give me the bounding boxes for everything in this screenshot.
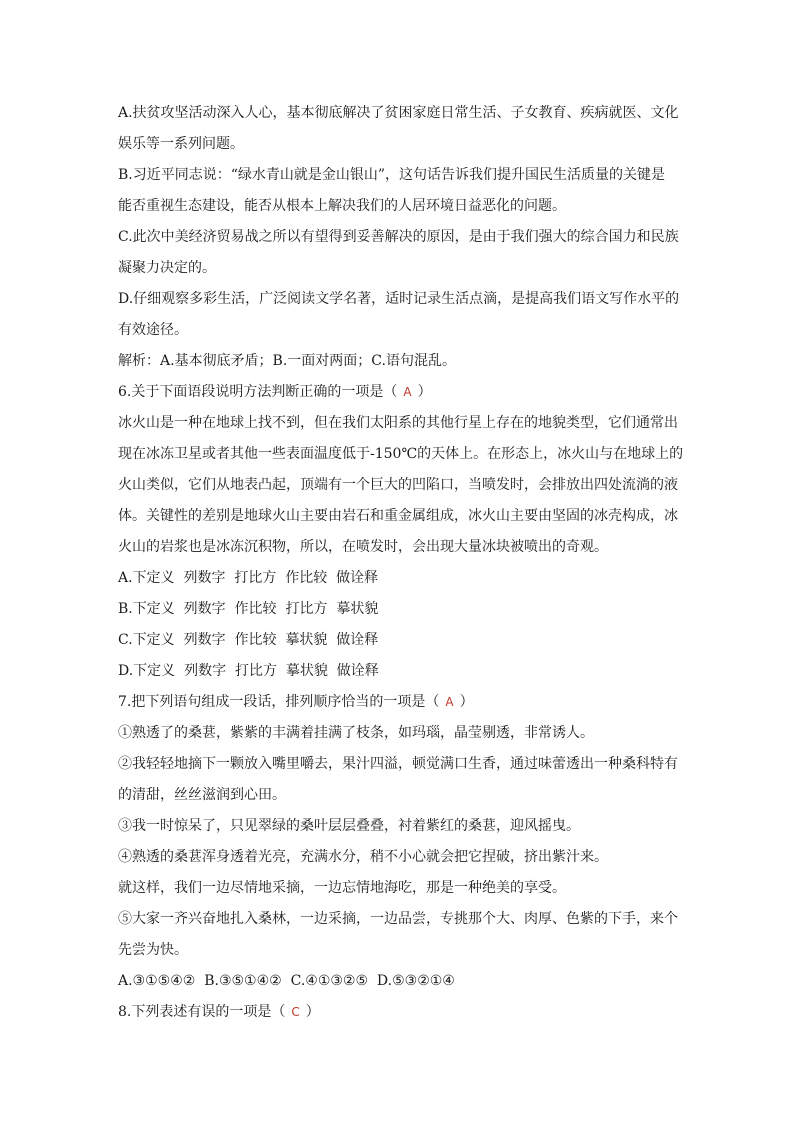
q7-options: A.③①⑤④② B.③⑤①④② C.④①③②⑤ D.⑤③②①④ xyxy=(118,973,455,989)
q7-sentence-2-line1: ②我轻轻地摘下一颗放入嘴里嚼去，果汁四溢，顿觉满口生香，通过味蕾透出一种桑科特有 xyxy=(118,756,678,772)
q7-closing-sentence: 就这样，我们一边尽情地采摘，一边忘情地海吃，那是一种绝美的享受。 xyxy=(118,880,566,896)
q7-stem-close: ） xyxy=(459,694,474,710)
q6-passage-line2: 现在冰冻卫星或者其他一些表面温度低于-150℃的天体上。在形态上，冰火山与在地球上的 xyxy=(118,446,684,462)
q6-passage-line3: 火山类似，它们从地表凸起，顶端有一个巨大的凹陷口，当喷发时，会排放出四处流淌的液 xyxy=(118,477,678,493)
q6-passage-line1: 冰火山是一种在地球上找不到，但在我们太阳系的其他行星上存在的地貌类型，它们通常出 xyxy=(118,415,678,431)
q8-answer: C xyxy=(291,1005,300,1019)
q7-sentence-2-line2: 的清甜，丝丝滋润到心田。 xyxy=(118,787,286,803)
q7-sentence-5-line2: 先尝为快。 xyxy=(118,942,188,958)
q5-option-a-line1: A.扶贫攻坚活动深入人心，基本彻底解决了贫困家庭日常生活、子女教育、疾病就医、文化 xyxy=(118,105,679,121)
q6-option-a: A.下定义 列数字 打比方 作比较 做诠释 xyxy=(118,570,379,586)
q6-option-d: D.下定义 列数字 打比方 摹状貌 做诠释 xyxy=(118,663,379,679)
q7-sentence-5-line1: ⑤大家一齐兴奋地扎入桑林，一边采摘，一边品尝，专挑那个大、肉厚、色紫的下手，来个 xyxy=(118,911,678,927)
q8-stem-text: 8.下列表述有误的一项是（ xyxy=(118,1004,286,1020)
q6-option-c: C.下定义 列数字 作比较 摹状貌 做诠释 xyxy=(118,632,379,648)
q5-option-b-line2: 能否重视生态建设，能否从根本上解决我们的人居环境日益恶化的问题。 xyxy=(118,198,566,214)
q5-option-d-line1: D.仔细观察多彩生活，广泛阅读文学名著，适时记录生活点滴，是提高我们语文写作水平的 xyxy=(118,291,680,307)
q6-passage-line5: 火山的岩浆也是冰冻沉积物，所以，在喷发时，会出现大量冰块被喷出的奇观。 xyxy=(118,539,608,555)
q8-stem-close: ） xyxy=(305,1004,320,1020)
q8-stem xyxy=(118,997,678,1028)
q7-answer: A xyxy=(445,695,454,709)
q5-option-c-line1: C.此次中美经济贸易战之所以有望得到妥善解决的原因，是由于我们强大的综合国力和民族 xyxy=(118,229,679,245)
q5-option-d-line2: 有效途径。 xyxy=(118,322,188,338)
q6-option-b: B.下定义 列数字 作比较 打比方 摹状貌 xyxy=(118,601,379,617)
q6-stem xyxy=(118,377,678,408)
q5-option-b-line1: B.习近平同志说：“绿水青山就是金山银山”，这句话告诉我们提升国民生活质量的关键是 xyxy=(118,167,666,183)
q7-sentence-4: ④熟透的桑葚浑身透着光亮，充满水分，稍不小心就会把它捏破，挤出紫汁来。 xyxy=(118,849,608,865)
q6-stem-close: ） xyxy=(417,384,432,400)
q5-option-c-line2: 凝聚力决定的。 xyxy=(118,260,216,276)
q5-option-a-line2: 娱乐等一系列问题。 xyxy=(118,136,244,152)
q7-stem xyxy=(118,687,678,718)
q7-sentence-3: ③我一时惊呆了，只见翠绿的桑叶层层叠叠，衬着紫红的桑葚，迎风摇曳。 xyxy=(118,818,580,834)
q6-passage-line4: 体。关键性的差别是地球火山主要由岩石和重金属组成，冰火山主要由坚固的冰壳构成，冰 xyxy=(118,508,678,524)
q7-sentence-1: ①熟透了的桑葚，紫紫的丰满着挂满了枝条，如玛瑙，晶莹剔透，非常诱人。 xyxy=(118,725,594,741)
q7-stem-text: 7.把下列语句组成一段话，排列顺序恰当的一项是（ xyxy=(118,694,440,710)
q5-analysis: 解析：A.基本彻底矛盾；B.一面对两面；C.语句混乱。 xyxy=(118,353,456,369)
q6-stem-text: 6.关于下面语段说明方法判断正确的一项是（ xyxy=(118,384,398,400)
q6-answer: A xyxy=(403,385,412,399)
document-page xyxy=(118,98,684,1028)
